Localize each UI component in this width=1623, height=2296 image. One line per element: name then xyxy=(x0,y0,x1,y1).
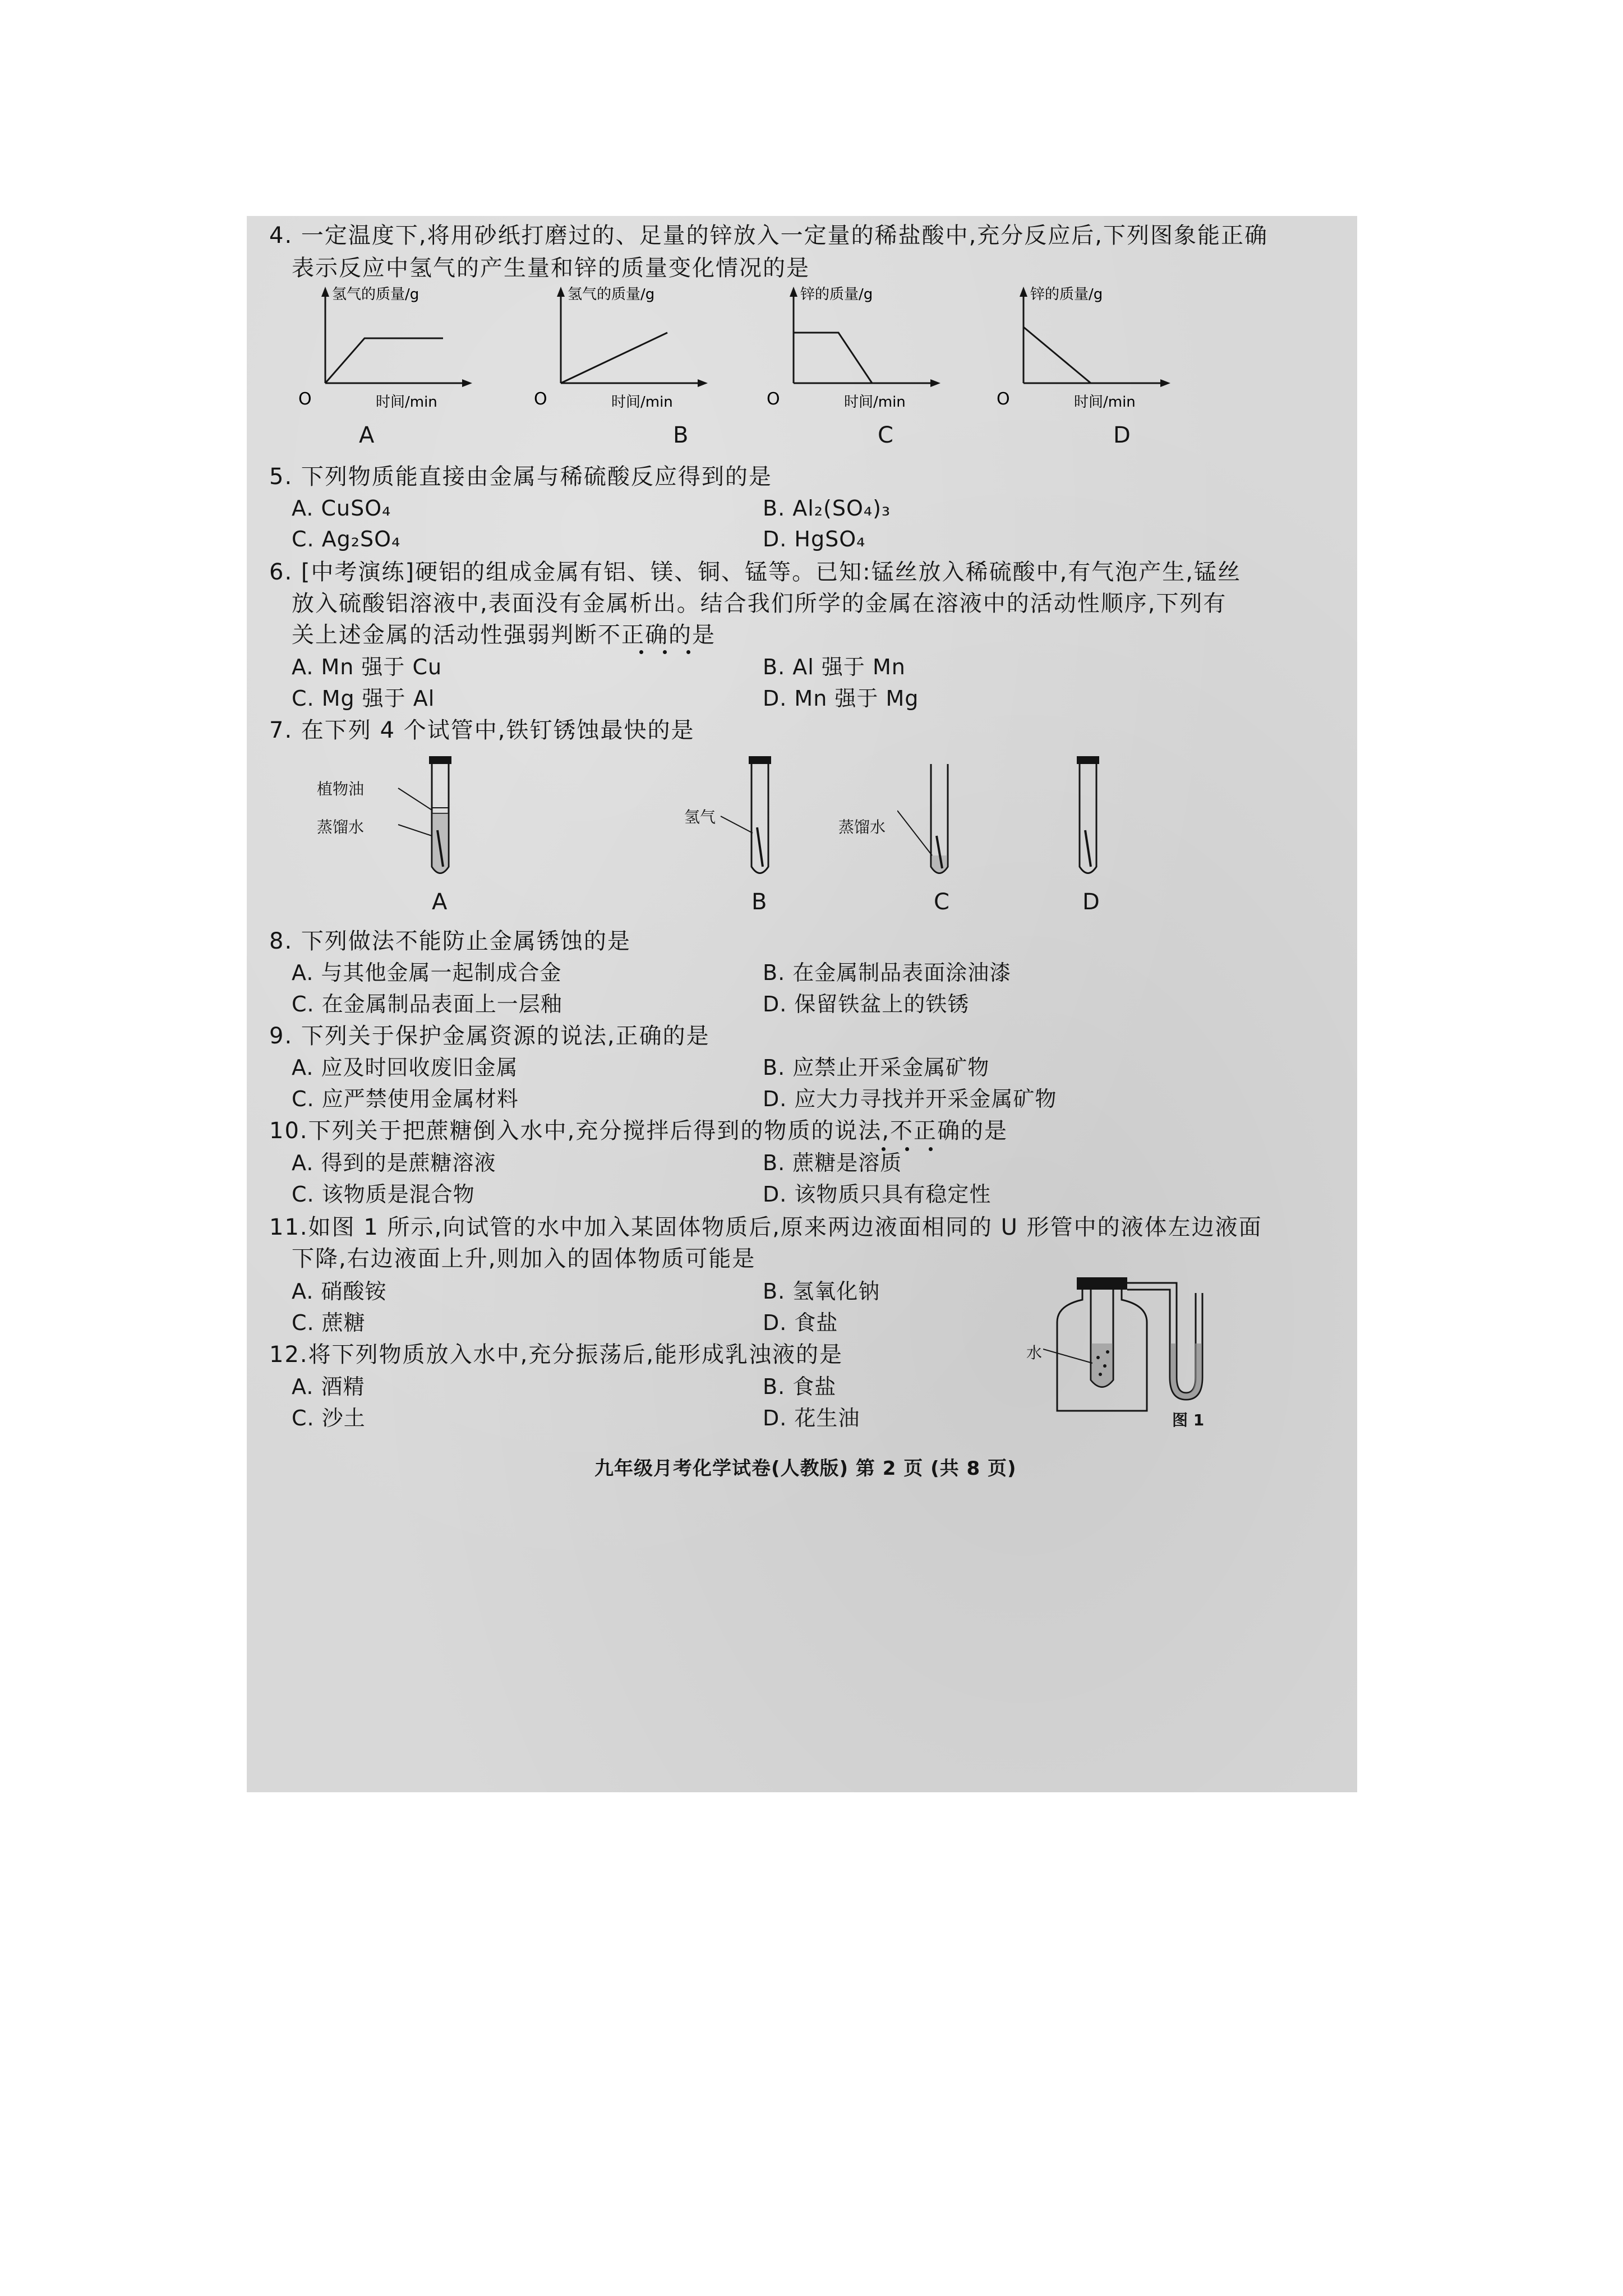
q6-stem-line3: 关上述金属的活动性强弱判断不正确的是 xyxy=(292,622,716,648)
graph-c xyxy=(760,282,945,417)
tube-a-water-label: 蒸馏水 xyxy=(317,818,365,836)
q6-option-a: A. Mn 强于 Cu xyxy=(292,655,442,679)
q5-stem: 5. 下列物质能直接由金属与稀硫酸反应得到的是 xyxy=(269,464,772,490)
test-tube-a xyxy=(359,752,482,886)
q11-option-a: A. 硝酸铵 xyxy=(292,1279,387,1304)
graph-d-xlabel: 时间/min xyxy=(1074,394,1136,411)
figure-1-svg xyxy=(1043,1259,1228,1422)
q9-stem: 9. 下列关于保护金属资源的说法,正确的是 xyxy=(269,1023,710,1049)
q11-option-c: C. 蔗糖 xyxy=(292,1310,366,1335)
q12-stem: 12.将下列物质放入水中,充分振荡后,能形成乳浊液的是 xyxy=(269,1342,843,1368)
emphasis-dot xyxy=(929,1147,933,1151)
graph-c-svg xyxy=(760,282,945,417)
graph-c-xlabel: 时间/min xyxy=(844,394,906,411)
q9-option-d: D. 应大力寻找并开采金属矿物 xyxy=(763,1087,1057,1111)
q5-option-c: C. Ag₂SO₄ xyxy=(292,527,401,551)
graph-d-origin: O xyxy=(997,389,1010,409)
test-tube-b xyxy=(718,752,796,886)
q10-option-a: A. 得到的是蔗糖溶液 xyxy=(292,1151,496,1175)
q6-option-d: D. Mn 强于 Mg xyxy=(763,686,919,711)
q6-option-b: B. Al 强于 Mn xyxy=(763,655,906,679)
graph-a xyxy=(292,282,477,417)
graph-c-origin: O xyxy=(767,389,780,409)
graph-a-origin: O xyxy=(298,389,312,409)
tube-d-svg xyxy=(1046,752,1124,886)
graph-a-letter: A xyxy=(359,422,375,448)
graph-c-curve xyxy=(794,333,872,383)
figure-1 xyxy=(1043,1259,1228,1422)
tube-b-letter: B xyxy=(751,889,767,915)
q6-stem-line2: 放入硫酸铝溶液中,表面没有金属析出。结合我们所学的金属在溶液中的活动性顺序,下列有 xyxy=(292,591,1227,616)
graph-b-curve xyxy=(561,333,667,383)
q11-stem-line2: 下降,右边液面上升,则加入的固体物质可能是 xyxy=(292,1246,756,1272)
graph-b xyxy=(527,282,712,417)
q12-option-a: A. 酒精 xyxy=(292,1374,365,1399)
q4-stem-line1: 4. 一定温度下,将用砂纸打磨过的、足量的锌放入一定量的稀盐酸中,充分反应后,下列图象能正确 xyxy=(269,223,1269,249)
graph-a-svg xyxy=(292,282,477,417)
q11-stem-line1: 11.如图 1 所示,向试管的水中加入某固体物质后,原来两边液面相同的 U 形管中的液体左边液面 xyxy=(269,1214,1262,1240)
graph-b-ylabel: 氢气的质量/g xyxy=(568,286,655,303)
emphasis-dot xyxy=(663,650,667,654)
graph-a-ylabel: 氢气的质量/g xyxy=(332,286,419,303)
q10-option-b: B. 蔗糖是溶质 xyxy=(763,1151,902,1175)
graph-b-origin: O xyxy=(534,389,547,409)
q5-option-a: A. CuSO₄ xyxy=(292,496,391,521)
q12-option-c: C. 沙土 xyxy=(292,1406,366,1430)
graph-c-letter: C xyxy=(878,422,893,448)
graph-d-svg xyxy=(990,282,1175,417)
q5-option-d: D. HgSO₄ xyxy=(763,527,866,551)
graph-b-svg xyxy=(527,282,712,417)
q10-option-d: D. 该物质只具有稳定性 xyxy=(763,1182,992,1207)
test-tube-c xyxy=(897,752,976,886)
tube-d-letter: D xyxy=(1082,889,1100,915)
emphasis-dot xyxy=(905,1147,909,1151)
q10-stem: 10.下列关于把蔗糖倒入水中,充分搅拌后得到的物质的说法,不正确的是 xyxy=(269,1118,1008,1144)
graph-d-letter: D xyxy=(1113,422,1131,448)
graph-b-xlabel: 时间/min xyxy=(611,394,673,411)
q11-option-b: B. 氢氧化钠 xyxy=(763,1279,880,1304)
graph-d-ylabel: 锌的质量/g xyxy=(1030,286,1103,303)
q6-option-c: C. Mg 强于 Al xyxy=(292,686,435,711)
test-tube-d xyxy=(1046,752,1124,886)
figure-1-caption: 图 1 xyxy=(1172,1411,1205,1429)
graph-c-ylabel: 锌的质量/g xyxy=(800,286,873,303)
q8-option-d: D. 保留铁盆上的铁锈 xyxy=(763,992,970,1016)
q11-option-d: D. 食盐 xyxy=(763,1310,838,1335)
emphasis-dot xyxy=(686,650,690,654)
figure-1-water-label: 水 xyxy=(1026,1343,1043,1362)
tube-c-water-label: 蒸馏水 xyxy=(838,818,886,836)
tube-a-svg xyxy=(359,752,482,886)
q6-stem-line1: 6. [中考演练]硬铝的组成金属有铝、镁、铜、锰等。已知:锰丝放入稀硫酸中,有气泡产生,锰丝 xyxy=(269,559,1241,585)
tube-c-svg xyxy=(897,752,976,886)
q5-option-b: B. Al₂(SO₄)₃ xyxy=(763,496,891,521)
q8-option-c: C. 在金属制品表面上一层釉 xyxy=(292,992,562,1016)
q8-stem: 8. 下列做法不能防止金属锈蚀的是 xyxy=(269,928,631,954)
q10-option-c: C. 该物质是混合物 xyxy=(292,1182,475,1207)
page-footer: 九年级月考化学试卷(人教版) 第 2 页 (共 8 页) xyxy=(594,1457,1017,1480)
graph-a-curve xyxy=(325,338,443,383)
graph-d-curve xyxy=(1023,327,1091,383)
q9-option-a: A. 应及时回收废旧金属 xyxy=(292,1055,518,1080)
q9-option-c: C. 应严禁使用金属材料 xyxy=(292,1087,519,1111)
q12-option-d: D. 花生油 xyxy=(763,1406,860,1430)
emphasis-dot xyxy=(639,650,643,654)
graph-d xyxy=(990,282,1175,417)
graph-b-letter: B xyxy=(673,422,689,448)
tube-a-letter: A xyxy=(432,889,448,915)
q4-stem-line2: 表示反应中氢气的产生量和锌的质量变化情况的是 xyxy=(292,255,810,281)
tube-a-oil-label: 植物油 xyxy=(317,780,365,798)
exam-page xyxy=(247,216,1357,1792)
q8-option-a: A. 与其他金属一起制成合金 xyxy=(292,960,562,985)
q12-option-b: B. 食盐 xyxy=(763,1374,837,1399)
graph-a-xlabel: 时间/min xyxy=(376,394,437,411)
tube-b-svg xyxy=(718,752,796,886)
q9-option-b: B. 应禁止开采金属矿物 xyxy=(763,1055,990,1080)
tube-b-hydrogen-label: 氢气 xyxy=(684,808,716,826)
tube-c-letter: C xyxy=(934,889,949,915)
q8-option-b: B. 在金属制品表面涂油漆 xyxy=(763,960,1012,985)
q7-stem: 7. 在下列 4 个试管中,铁钉锈蚀最快的是 xyxy=(269,717,695,743)
